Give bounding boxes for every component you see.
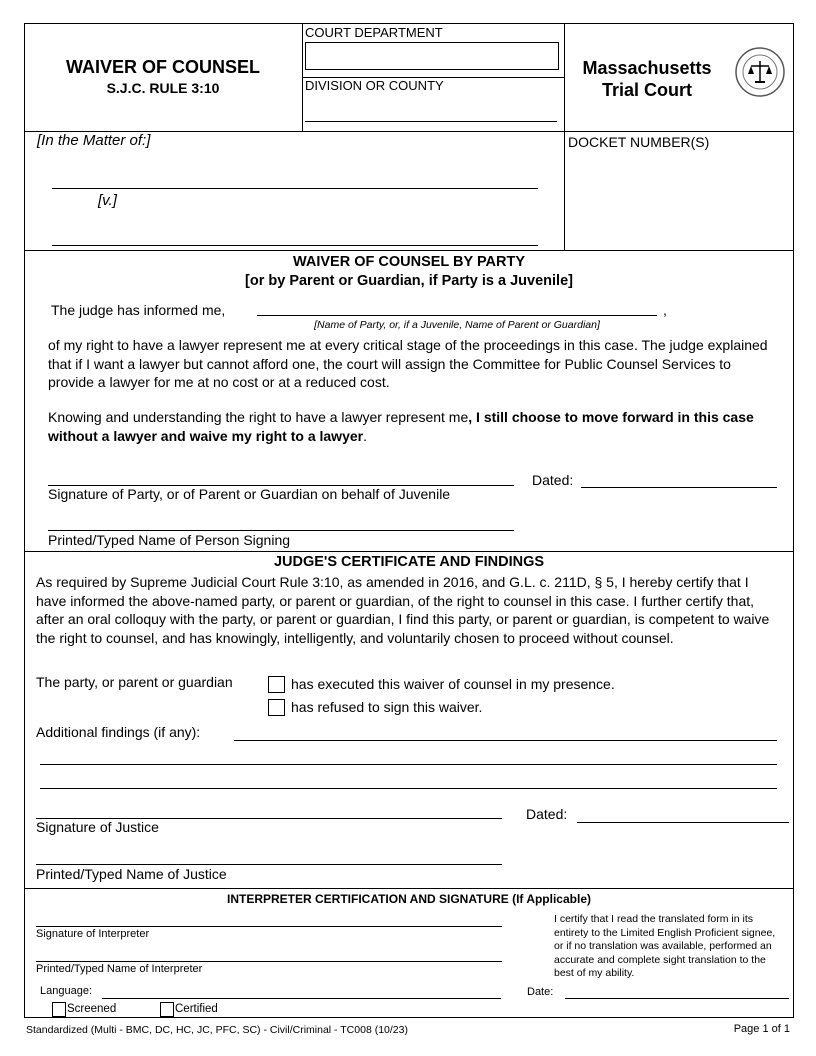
party-date-field[interactable] xyxy=(581,487,777,488)
party-heading: WAIVER OF COUNSEL BY PARTY xyxy=(292,254,526,270)
party-label: The party, or parent or guardian xyxy=(36,674,233,690)
executed-label: has executed this waiver of counsel in my presence. xyxy=(291,676,615,692)
justice-printed-label: Printed/Typed Name of Justice xyxy=(36,866,227,882)
court-name-line1: Massachusetts xyxy=(582,58,712,78)
opposing-party-field[interactable] xyxy=(52,245,538,246)
screened-checkbox[interactable] xyxy=(52,1002,66,1017)
comma: , xyxy=(663,302,667,318)
interpreter-heading xyxy=(24,892,794,906)
justice-signature-label: Signature of Justice xyxy=(36,819,159,835)
interpreter-printed-label: Printed/Typed Name of Interpreter xyxy=(36,963,203,975)
court-department-field[interactable] xyxy=(305,42,559,70)
divider xyxy=(24,250,794,251)
executed-checkbox[interactable] xyxy=(268,676,285,693)
certified-checkbox[interactable] xyxy=(160,1002,174,1017)
findings-line-1[interactable] xyxy=(234,740,777,741)
judge-heading: JUDGE'S CERTIFICATE AND FINDINGS xyxy=(273,554,545,570)
certified-label: Certified xyxy=(175,1003,218,1015)
divider xyxy=(24,888,794,889)
trial-court-seal-icon xyxy=(734,46,786,98)
docket-label: DOCKET NUMBER(S) xyxy=(568,134,710,150)
justice-dated-label: Dated: xyxy=(526,806,568,822)
language-label: Language: xyxy=(40,985,92,997)
interpreter-date-label: Date: xyxy=(527,986,554,998)
party-subheading: [or by Parent or Guardian, if Party is a Juvenile] xyxy=(245,273,573,289)
division-field[interactable] xyxy=(305,121,557,122)
party-printed-name-field[interactable] xyxy=(48,530,514,531)
interpreter-certify-text: I certify that I read the translated form in its entirety to the Limited English Proficient signee, or if no translation was available, performed an accurate and complete sight translation to the best of my ability. xyxy=(554,913,776,979)
findings-line-2[interactable] xyxy=(40,764,777,765)
footer-form-id: Standardized (Multi - BMC, DC, HC, JC, PFC, SC) - Civil/Criminal - TC008 (10/23) xyxy=(26,1024,408,1036)
interpreter-signature-field[interactable] xyxy=(36,926,502,927)
period: . xyxy=(363,427,367,444)
rights-paragraph: of my right to have a lawyer represent me at every critical stage of the proceedings in this case. The judge explained that if I want a lawyer but cannot afford one, the court will assign the Committee for Public Counsel Services to provide a lawyer for me at no cost or at a reduced cost. xyxy=(48,337,768,391)
waiver-text: Knowing and understanding the right to have a lawyer represent me xyxy=(48,409,469,425)
interpreter-heading-rest: (If Applicable) xyxy=(508,892,591,906)
matter-label: [In the Matter of:] xyxy=(37,132,151,149)
versus-label: [v.] xyxy=(98,192,117,209)
interpreter-printed-name-field[interactable] xyxy=(36,961,502,962)
party-name-field[interactable] xyxy=(52,188,538,189)
refused-checkbox[interactable] xyxy=(268,699,285,716)
court-name-line2: Trial Court xyxy=(601,80,692,100)
court-department-label: COURT DEPARTMENT xyxy=(305,25,443,40)
party-dated-label: Dated: xyxy=(532,472,574,488)
party-name-input[interactable] xyxy=(257,315,657,316)
division-label: DIVISION OR COUNTY xyxy=(305,78,444,93)
interpreter-date-field[interactable] xyxy=(565,998,789,999)
screened-label: Screened xyxy=(67,1003,117,1015)
divider xyxy=(564,23,565,250)
page-number: Page 1 of 1 xyxy=(733,1023,790,1035)
party-printed-label: Printed/Typed Name of Person Signing xyxy=(48,532,291,548)
refused-label: has refused to sign this waiver. xyxy=(291,699,483,715)
additional-findings-label: Additional findings (if any): xyxy=(36,724,201,740)
justice-printed-name-field[interactable] xyxy=(36,864,502,865)
divider xyxy=(24,551,794,552)
justice-date-field[interactable] xyxy=(577,822,789,823)
judge-certificate-paragraph: As required by Supreme Judicial Court Rule 3:10, as amended in 2016, and G.L. c. 211D, § 5, I hereby certify that I have informed the above-named party, or parent or guardian, of the right to counsel in this case. I further certify that, after an oral colloquy with the party, or parent or guardian, I find this party, or parent or guardian, is competent to waive the right to counsel, and has knowingly, intelligently, and voluntarily chosen to proceed without counsel. xyxy=(36,574,770,647)
findings-line-3[interactable] xyxy=(40,788,777,789)
interpreter-heading-bold: INTERPRETER CERTIFICATION AND SIGNATURE xyxy=(226,892,509,906)
name-hint: [Name of Party, or, if a Juvenile, Name of Parent or Guardian] xyxy=(314,319,600,331)
informed-label: The judge has informed me, xyxy=(51,302,226,318)
language-field[interactable] xyxy=(102,998,501,999)
waiver-paragraph xyxy=(48,408,768,445)
form-rule: S.J.C. RULE 3:10 xyxy=(106,80,220,96)
waiver-bold-text: , I still choose to move forward in this case without a lawyer and waive my right to a lawyer xyxy=(48,409,754,444)
interpreter-signature-label: Signature of Interpreter xyxy=(36,928,150,940)
form-title: WAIVER OF COUNSEL xyxy=(65,57,260,77)
party-signature-label: Signature of Party, or of Parent or Guardian on behalf of Juvenile xyxy=(48,486,451,502)
